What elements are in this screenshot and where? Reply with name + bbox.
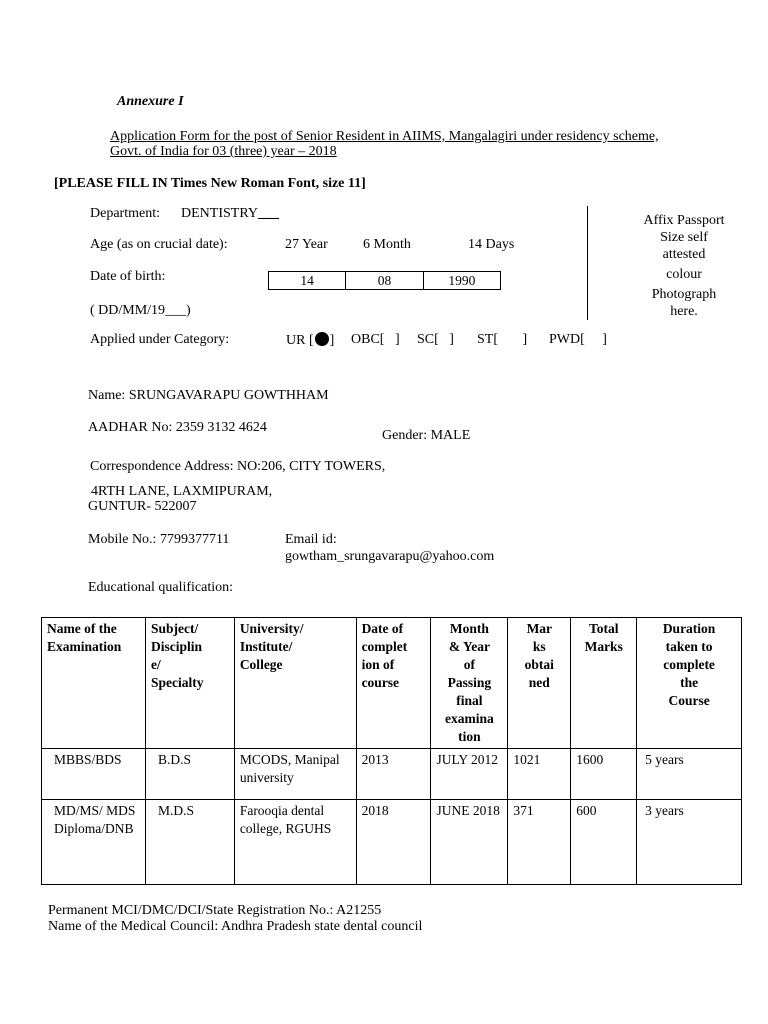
photo-placeholder: Affix Passport Size self attested colour Photograph here.	[643, 213, 725, 319]
category-pwd[interactable]: PWD[ ]	[549, 332, 607, 347]
dob-year: 1990	[448, 273, 476, 288]
address-line1: Correspondence Address: NO:206, CITY TOWERS,	[90, 459, 386, 474]
mobile-number: Mobile No.: 7799377711	[88, 532, 230, 547]
table-cell: 2013	[356, 749, 431, 800]
education-label: Educational qualification:	[88, 580, 234, 595]
age-days: 14 Days	[468, 237, 515, 252]
header-completion-date: Date of complet ion of course	[356, 618, 431, 749]
table-row	[42, 800, 742, 885]
category-obc[interactable]: OBC[ ]	[351, 332, 400, 347]
header-marks-obtained: Mar ks obtai ned	[508, 618, 571, 749]
registration-number: Permanent MCI/DMC/DCI/State Registration No.: A21255	[48, 903, 382, 918]
email-label: Email id:	[285, 532, 337, 547]
dob-label: Date of birth:	[90, 269, 166, 284]
table-cell: 371	[508, 800, 571, 885]
table-cell: MCODS, Manipal university	[234, 749, 356, 800]
category-st[interactable]: ST[ ]	[477, 332, 528, 347]
table-cell: JUNE 2018	[431, 800, 508, 885]
form-title-line1: Application Form for the post of Senior Resident in AIIMS, Mangalagiri under residency scheme,	[110, 129, 659, 144]
medical-council: Name of the Medical Council: Andhra Pradesh state dental council	[48, 919, 423, 934]
selected-dot-icon	[315, 332, 329, 346]
header-exam: Name of the Examination	[42, 618, 146, 749]
table-cell: 3 years	[637, 800, 742, 885]
category-ur[interactable]: UR [ ]	[286, 333, 335, 348]
header-total-marks: Total Marks	[571, 618, 637, 749]
dob-field[interactable]	[268, 271, 501, 290]
address-line2: 4RTH LANE, LAXMIPURAM,	[91, 484, 273, 499]
table-cell: MBBS/BDS	[42, 749, 146, 800]
table-cell: Farooqia dental college, RGUHS	[234, 800, 356, 885]
table-cell: 2018	[356, 800, 431, 885]
category-sc[interactable]: SC[ ]	[417, 332, 454, 347]
gender: Gender: MALE	[382, 428, 471, 443]
aadhar-number: AADHAR No: 2359 3132 4624	[88, 420, 267, 435]
header-passing: Month & Year of Passing final examina tion	[431, 618, 508, 749]
table-cell: B.D.S	[145, 749, 234, 800]
address-line3: GUNTUR- 522007	[88, 499, 197, 514]
form-title-line2: Govt. of India for 03 (three) year – 2018	[110, 144, 337, 159]
department-label: Department:	[90, 206, 160, 221]
photo-divider	[587, 206, 588, 320]
email-value: gowtham_srungavarapu@yahoo.com	[285, 549, 495, 564]
table-cell: 1021	[508, 749, 571, 800]
table-header-row	[42, 618, 742, 749]
font-instruction: [PLEASE FILL IN Times New Roman Font, size 11]	[54, 176, 366, 191]
table-cell: 600	[571, 800, 637, 885]
header-duration: Duration taken to complete the Course	[637, 618, 742, 749]
annexure-label: Annexure I	[117, 94, 184, 109]
table-cell: 5 years	[637, 749, 742, 800]
table-cell: MD/MS/ MDS Diploma/DNB	[42, 800, 146, 885]
header-subject: Subject/ Disciplin e/ Specialty	[145, 618, 234, 749]
header-university: University/ Institute/ College	[234, 618, 356, 749]
dob-day: 14	[269, 272, 346, 289]
dob-month: 08	[346, 272, 423, 289]
table-cell: M.D.S	[145, 800, 234, 885]
table-cell: 1600	[571, 749, 637, 800]
department-value: DENTISTRY___	[181, 206, 279, 221]
education-table	[41, 617, 742, 885]
age-label: Age (as on crucial date):	[90, 237, 228, 252]
category-label: Applied under Category:	[90, 332, 230, 347]
dob-format: ( DD/MM/19___)	[90, 303, 191, 318]
age-months: 6 Month	[363, 237, 411, 252]
applicant-name: Name: SRUNGAVARAPU GOWTHHAM	[88, 388, 329, 403]
table-cell: JULY 2012	[431, 749, 508, 800]
age-years: 27 Year	[285, 237, 328, 252]
table-row	[42, 749, 742, 800]
